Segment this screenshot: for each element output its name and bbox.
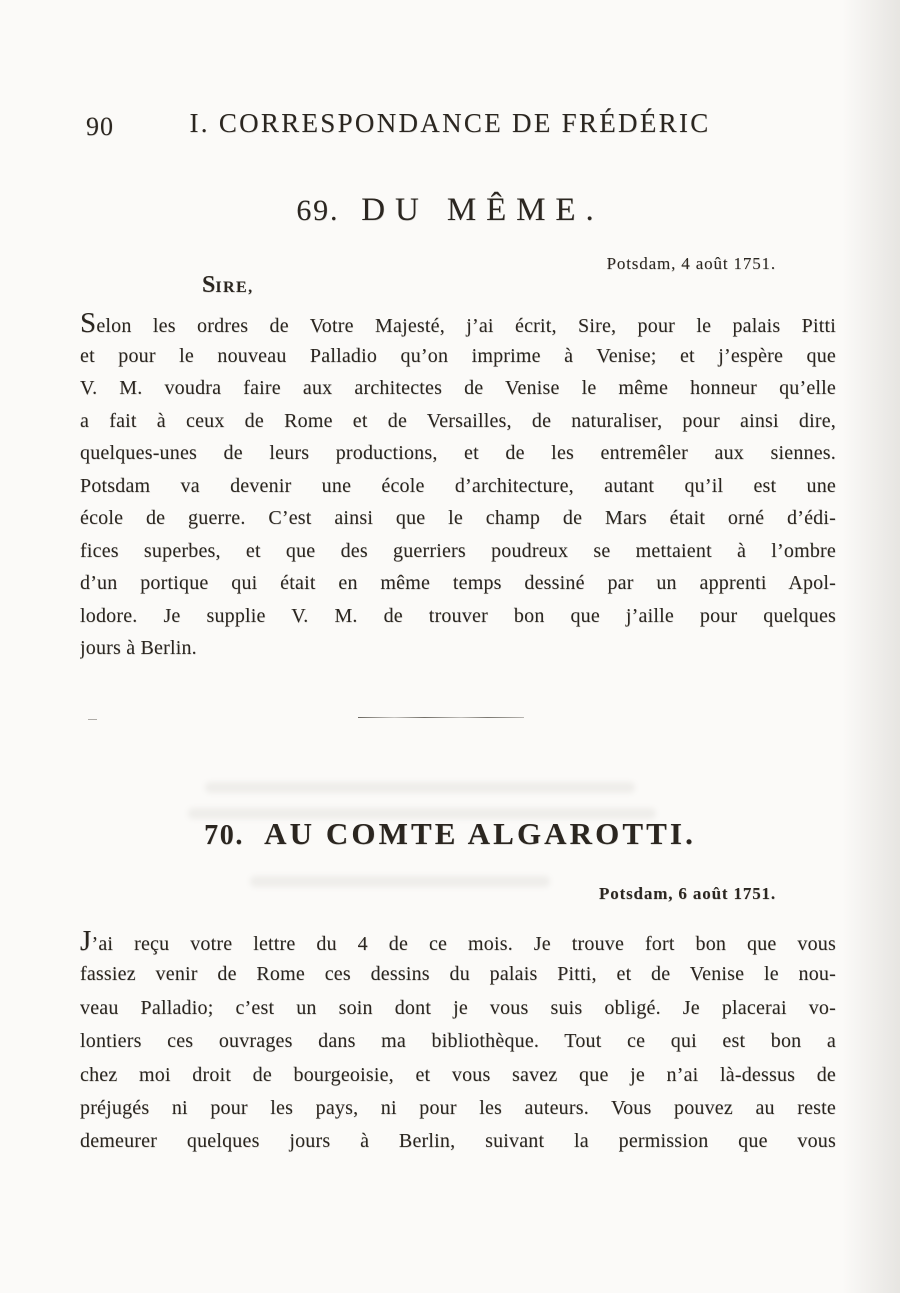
salutation-initial: S — [202, 272, 216, 298]
running-head — [0, 106, 900, 142]
bleed-through-artifact — [250, 876, 550, 887]
letter-70-heading — [0, 812, 900, 862]
letter-70-title: AU COMTE ALGAROTTI. — [264, 816, 696, 851]
drop-cap-initial: J — [80, 925, 92, 957]
letter-69-dateline: Potsdam, 4 août 1751. — [606, 254, 776, 273]
letter-69-number: 69. — [296, 194, 340, 227]
body-line: d’un portique qui était en même temps dessiné par un apprenti Apol- — [80, 572, 836, 594]
body-line: quelques-unes de leurs productions, et de les entremêler aux siennes. — [80, 442, 836, 464]
page-number: 90 — [86, 112, 114, 141]
letter-69-salutation — [202, 272, 254, 301]
letter-70-number: 70. — [204, 820, 245, 851]
body-line: lodore. Je supplie V. M. de trouver bon que j’aille pour quelques — [80, 604, 836, 627]
body-line-text: ’ai reçu votre lettre du 4 de ce mois. Je trouve fort bon que vous — [91, 933, 836, 955]
body-line: demeurer quelques jours à Berlin, suivant la permission que vous — [80, 1130, 836, 1153]
body-line: V. M. voudra faire aux architectes de Venise le même honneur qu’elle — [80, 377, 836, 399]
body-line-text: elon les ordres de Votre Majesté, j’ai écrit, Sire, pour le palais Pitti — [96, 315, 836, 337]
letter-70-body — [80, 925, 836, 1159]
letter-69-heading — [0, 188, 900, 238]
body-line: école de guerre. C’est ainsi que le champ de Mars était orné d’édi- — [80, 507, 836, 529]
body-line — [80, 925, 836, 958]
running-header-title: I. CORRESPONDANCE DE FRÉDÉRIC — [189, 108, 711, 138]
letter-70-dateline: Potsdam, 6 août 1751. — [599, 884, 776, 903]
body-line: Potsdam va devenir une école d’architecture, autant qu’il est une — [80, 474, 836, 497]
body-line: préjugés ni pour les pays, ni pour les auteurs. Vous pouvez au reste — [80, 1096, 836, 1119]
section-divider — [358, 717, 524, 718]
margin-mark — [88, 719, 97, 720]
letter-69-title: DU MÊME. — [361, 192, 604, 228]
body-line: veau Palladio; c’est un soin dont je vous suis obligé. Je placerai vo- — [80, 996, 836, 1019]
bleed-through-artifact — [205, 782, 635, 793]
body-line: jours à Berlin. — [80, 637, 197, 659]
body-line: chez moi droit de bourgeoisie, et vous savez que je n’ai là-dessus de — [80, 1063, 836, 1086]
body-line: fices superbes, et que des guerriers poudreux se mettaient à l’ombre — [80, 539, 836, 562]
drop-cap-initial: S — [80, 307, 97, 339]
salutation-rest: IRE, — [215, 279, 254, 296]
body-line: lontiers ces ouvrages dans ma bibliothèque. Tout ce qui est bon a — [80, 1030, 836, 1053]
body-line — [80, 307, 836, 340]
body-line: a fait à ceux de Rome et de Versailles, de naturaliser, pour ainsi dire, — [80, 409, 836, 432]
body-line: et pour le nouveau Palladio qu’on imprime à Venise; et j’espère que — [80, 344, 836, 367]
letter-69-body — [80, 307, 836, 665]
body-line: fassiez venir de Rome ces dessins du palais Pitti, et de Venise le nou- — [80, 963, 836, 986]
